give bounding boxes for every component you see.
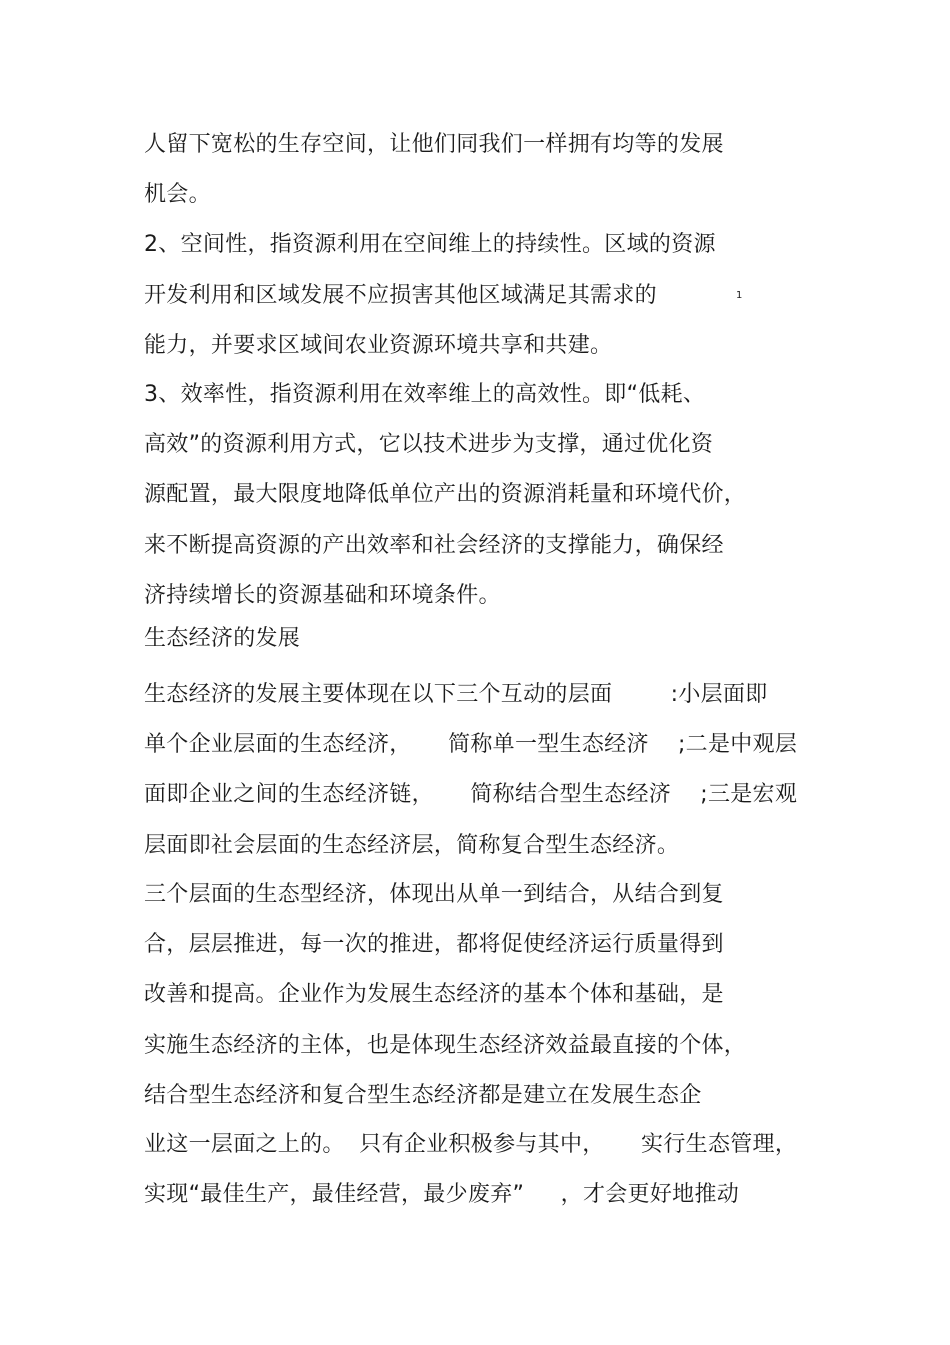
text-line: 来不断提高资源的产出效率和社会经济的支撑能力，确保经 (144, 533, 724, 558)
text-line: 源配置，最大限度地降低单位产出的资源消耗量和环境代价， (144, 482, 747, 507)
text-line: 高效”的资源利用方式，它以技术进步为支撑，通过优化资 (144, 432, 714, 457)
text-line: 3、效率性，指资源利用在效率维上的高效性。即“低耗、 (144, 382, 706, 407)
text-line: 合，层层推进，每一次的推进，都将促使经济运行质量得到 (144, 932, 724, 957)
text-line: 面即企业之间的生态经济链， 简称结合型生态经济 ;三是宏观 (144, 782, 798, 807)
text-line: 改善和提高。企业作为发展生态经济的基本个体和基础，是 (144, 982, 724, 1007)
text-line: 实现“最佳生产，最佳经营，最少废弃” ，才会更好地推动 (144, 1182, 740, 1207)
text-line: 层面即社会层面的生态经济层，简称复合型生态经济。 (144, 833, 680, 858)
text-line: 业这一层面之上的。 只有企业积极参与其中， 实行生态管理， (144, 1132, 798, 1157)
text-line: 济持续增长的资源基础和环境条件。 (144, 583, 501, 608)
text-line: 人留下宽松的生存空间，让他们同我们一样拥有均等的发展 (144, 132, 724, 157)
text-line: 开发利用和区域发展不应损害其他区域满足其需求的 (144, 283, 657, 308)
footnote-marker: 1 (736, 290, 743, 301)
section-heading: 生态经济的发展 (144, 626, 301, 651)
text-line: 三个层面的生态型经济，体现出从单一到结合，从结合到复 (144, 882, 724, 907)
text-line: 实施生态经济的主体，也是体现生态经济效益最直接的个体， (144, 1033, 747, 1058)
text-line: 结合型生态经济和复合型生态经济都是建立在发展生态企 (144, 1083, 702, 1108)
text-line: 2、空间性，指资源利用在空间维上的持续性。区域的资源 (144, 232, 716, 257)
text-line: 机会。 (144, 182, 211, 207)
text-line: 单个企业层面的生态经济， 简称单一型生态经济 ;二是中观层 (144, 732, 798, 757)
text-line: 生态经济的发展主要体现在以下三个互动的层面 :小层面即 (144, 682, 768, 707)
text-line: 能力，并要求区域间农业资源环境共享和共建。 (144, 333, 613, 358)
